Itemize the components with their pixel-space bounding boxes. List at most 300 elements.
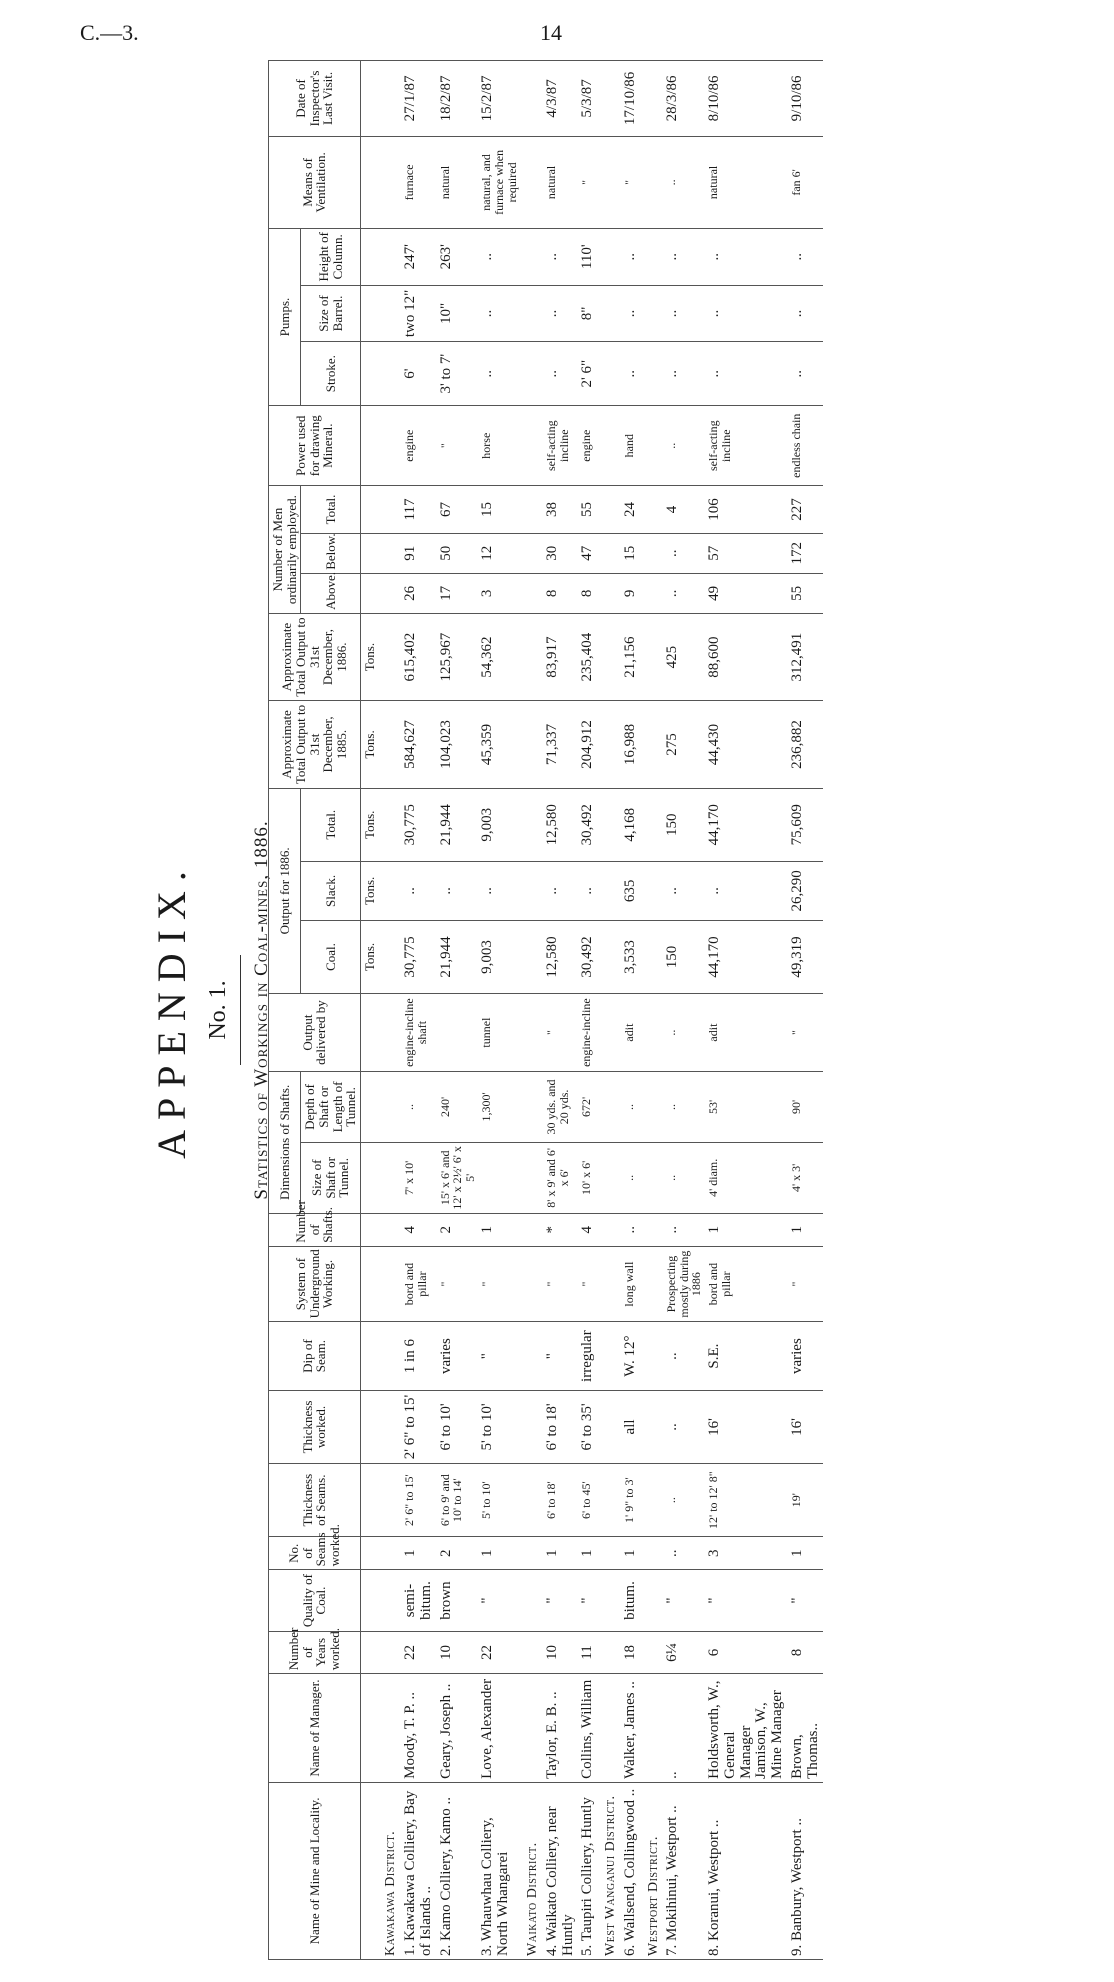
empty-cell [598,1142,621,1213]
cell-manager: Geary, Joseph .. [437,1674,479,1783]
cell-power: endless chain [788,406,824,486]
empty-cell [641,1322,664,1390]
empty-cell [520,486,543,533]
cell-seams: .. [663,1537,705,1570]
empty-cell [520,533,543,573]
cell-slack: .. [663,861,705,920]
cell-seams: 3 [705,1537,788,1570]
cell-power: self-acting incline [543,406,579,486]
cell-total: 150 [663,788,705,861]
empty-cell [378,1537,401,1570]
cell-men-total: 55 [578,486,598,533]
cell-delivered: adit [621,994,641,1072]
cell-stroke: 2' 6" [578,342,598,406]
cell-total: 44,170 [705,788,788,861]
cell-thick-worked: 6' to 18' [543,1390,579,1463]
empty-cell [598,920,621,993]
empty-cell [598,342,621,406]
cell-stroke: .. [705,342,788,406]
district-label: Waikato District. [520,1782,543,1959]
cell-system: " [578,1246,598,1322]
empty-cell [641,1390,664,1463]
cell-vent: fan 6' [788,136,824,228]
cell-delivered: engine-incline [578,994,598,1072]
table-row [663,61,705,1960]
empty-cell [520,1322,543,1390]
empty-cell [598,573,621,613]
district-label: Kawakawa District. [378,1782,401,1959]
cell-above: 17 [437,573,479,613]
cell-size: 4' x 3' [788,1142,824,1213]
col-pumps: Pumps. [269,228,301,405]
cell-system: bord and pillar [705,1246,788,1322]
cell-delivered: .. [663,994,705,1072]
empty-cell [598,994,621,1072]
cell-dip: " [478,1322,520,1390]
cell-seam-thick: 5' to 10' [478,1464,520,1537]
cell-thick-worked: 6' to 35' [578,1390,598,1463]
cell-vent: natural [543,136,579,228]
cell-vent: natural, and furnace when required [478,136,520,228]
cell-power: hand [621,406,641,486]
cell-dip: S.E. [705,1322,788,1390]
empty-cell [641,788,664,861]
empty-cell [378,1570,401,1631]
cell-above: 8 [543,573,579,613]
cell-seam-thick: 19' [788,1464,824,1537]
empty-cell [378,1246,401,1322]
cell-power: " [437,406,479,486]
cell-manager: Love, Alexander [478,1674,520,1783]
cell-out1885: 275 [663,701,705,788]
cell-seam-thick: 6' to 9' and 10' to 14' [437,1464,479,1537]
empty-cell [598,1246,621,1322]
cell-total: 12,580 [543,788,579,861]
cell-seam-thick: 2' 6" to 15' [401,1464,437,1537]
cell-dip: " [543,1322,579,1390]
empty-cell [598,1390,621,1463]
empty-cell [520,342,543,406]
cell-depth: .. [401,1072,437,1143]
cell-stroke: .. [788,342,824,406]
cell-seams: 1 [621,1537,641,1570]
cell-name: 6. Wallsend, Collingwood .. [621,1782,641,1959]
cell-height: .. [705,228,788,285]
cell-manager: Collins, William [578,1674,598,1783]
cell-above: 8 [578,573,598,613]
cell-years: 8 [788,1631,824,1674]
cell-above: .. [663,573,705,613]
cell-out1886: 235,404 [578,613,598,700]
cell-men-total: 106 [705,486,788,533]
empty-cell [641,342,664,406]
cell-years: 10 [543,1631,579,1674]
cell-years: 6 [705,1631,788,1674]
empty-cell [378,285,401,342]
col-ventilation: Means of Ventilation. [269,136,361,228]
empty-cell [378,61,401,137]
cell-out1886: 21,156 [621,613,641,700]
cell-thick-worked: 16' [705,1390,788,1463]
cell-years: 22 [401,1631,437,1674]
cell-below: 15 [621,533,641,573]
col-years: Number of Years worked. [269,1631,361,1674]
table-row [437,61,479,1960]
cell-above: 9 [621,573,641,613]
empty-cell [598,1213,621,1246]
cell-system: " [437,1246,479,1322]
cell-out1886: 615,402 [401,613,437,700]
col-shafts-no: Number of Shafts. [269,1213,361,1246]
page-number: 14 [540,20,562,45]
cell-above: 3 [478,573,520,613]
empty-cell [641,920,664,993]
empty-cell [641,1072,664,1143]
empty-cell [598,486,621,533]
cell-vent: " [578,136,598,228]
empty-cell [641,533,664,573]
statistics-table-wrapper [268,60,823,1960]
cell-seam-thick: 12' to 12' 8" [705,1464,788,1537]
cell-dip: 1 in 6 [401,1322,437,1390]
cell-visit: 18/2/87 [437,61,479,137]
cell-slack: .. [578,861,598,920]
cell-depth: 90' [788,1072,824,1143]
table-row [543,61,579,1960]
col-dimensions: Dimensions of Shafts. [269,1072,301,1214]
cell-vent: natural [437,136,479,228]
empty-cell [641,61,664,137]
cell-manager: Taylor, E. B. .. [543,1674,579,1783]
cell-thick-worked: 16' [788,1390,824,1463]
empty-cell [520,613,543,700]
empty-cell [641,613,664,700]
cell-out1885: 44,430 [705,701,788,788]
cell-seams: 1 [788,1537,824,1570]
cell-power: engine [578,406,598,486]
empty-cell [378,701,401,788]
col-stroke: Stroke. [301,342,361,406]
cell-men-total: 4 [663,486,705,533]
cell-out1885: 16,988 [621,701,641,788]
district-row [378,61,401,1960]
cell-name: 8. Koranui, Westport .. [705,1782,788,1959]
cell-power: .. [663,406,705,486]
cell-coal: 12,580 [543,920,579,993]
cell-thick-worked: 5' to 10' [478,1390,520,1463]
cell-size: 15' x 6' and 12' x 2½' 6' x 5' [437,1142,479,1213]
cell-manager: Walker, James .. [621,1674,641,1783]
cell-below: 91 [401,533,437,573]
cell-name: 3. Whauwhau Colliery, North Whangarei [478,1782,520,1959]
cell-above: 26 [401,573,437,613]
cell-manager: Holdsworth, W., General Manager Jamison, W., Mine Manager [705,1674,788,1783]
col-output-1886: Output for 1886. [269,788,301,993]
cell-barrel: .. [621,285,641,342]
col-barrel: Size of Barrel. [301,285,361,342]
empty-cell [598,533,621,573]
empty-cell [378,861,401,920]
cell-coal: 150 [663,920,705,993]
col-men-below: Below. [301,533,361,573]
table-row [478,61,520,1960]
col-coal: Coal. [301,920,361,993]
cell-height: 110' [578,228,598,285]
cell-shafts: 1 [705,1213,788,1246]
empty-cell [520,994,543,1072]
empty-cell [520,1631,543,1674]
cell-power: self-acting incline [705,406,788,486]
empty-cell [641,1570,664,1631]
cell-depth: .. [621,1072,641,1143]
empty-cell [520,285,543,342]
empty-cell [378,1631,401,1674]
cell-vent: .. [663,136,705,228]
cell-seams: 2 [437,1537,479,1570]
cell-depth: 53' [705,1072,788,1143]
unit-tons: Tons. [360,861,378,920]
empty-cell [520,61,543,137]
cell-years: 11 [578,1631,598,1674]
cell-below: 50 [437,533,479,573]
cell-out1885: 104,023 [437,701,479,788]
empty-cell [378,136,401,228]
empty-cell [598,61,621,137]
empty-cell [378,342,401,406]
cell-men-total: 24 [621,486,641,533]
cell-barrel: two 12" [401,285,437,342]
cell-thick-worked: 6' to 10' [437,1390,479,1463]
col-height: Height of Column. [301,228,361,285]
cell-out1885: 584,627 [401,701,437,788]
col-quality: Quality of Coal. [269,1570,361,1631]
empty-cell [598,1072,621,1143]
cell-size: 7' x 10' [401,1142,437,1213]
header-row-1 [269,61,301,1960]
cell-power: engine [401,406,437,486]
appendix-number: No. 1. [205,980,231,1040]
cell-below: 12 [478,533,520,573]
cell-delivered: engine-incline shaft [401,994,437,1072]
cell-barrel: 10" [437,285,479,342]
cell-quality: " [663,1570,705,1631]
cell-barrel: .. [663,285,705,342]
col-men-above: Above. [301,573,361,613]
cell-barrel: .. [543,285,579,342]
cell-system: " [478,1246,520,1322]
cell-name: 5. Taupiri Colliery, Huntly [578,1782,598,1959]
cell-men-total: 117 [401,486,437,533]
unit-tons: Tons. [360,701,378,788]
cell-delivered: adit [705,994,788,1072]
cell-thick-worked: all [621,1390,641,1463]
table-caption: Statistics of Workings in Coal-mines, 1886. [251,820,272,1200]
col-delivered-by: Output delivered by [269,994,361,1072]
empty-cell [378,1142,401,1213]
cell-stroke: .. [663,342,705,406]
cell-men-total: 67 [437,486,479,533]
cell-men-total: 38 [543,486,579,533]
cell-depth: 1,300' [478,1072,520,1143]
empty-cell [520,788,543,861]
col-manager: Name of Manager. [269,1674,361,1783]
col-name: Name of Mine and Locality. [269,1782,361,1959]
empty-cell [520,136,543,228]
cell-system: Prospecting mostly during 1886 [663,1246,705,1322]
col-power: Power used for drawing Mineral. [269,406,361,486]
cell-stroke: 6' [401,342,437,406]
cell-below: 57 [705,533,788,573]
table-row [401,61,437,1960]
cell-out1885: 236,882 [788,701,824,788]
appendix-title: APPENDIX. [149,861,194,1159]
cell-years: 18 [621,1631,641,1674]
rotated-page [140,60,1040,1960]
col-approx-1886: Approximate Total Output to 31st December, 1886. [269,613,361,700]
cell-coal: 30,492 [578,920,598,993]
units-row [360,61,378,1960]
cell-dip: varies [788,1322,824,1390]
cell-size [478,1142,520,1213]
empty-cell [641,1674,664,1783]
empty-cell [378,1322,401,1390]
empty-cell [520,406,543,486]
cell-visit: 4/3/87 [543,61,579,137]
col-system: System of Underground Working. [269,1246,361,1322]
empty-cell [598,1464,621,1537]
title-block [140,60,273,1960]
cell-quality: " [705,1570,788,1631]
empty-cell [598,788,621,861]
cell-seam-thick: .. [663,1464,705,1537]
cell-size: .. [663,1142,705,1213]
cell-vent: " [621,136,641,228]
empty-cell [378,573,401,613]
cell-seams: 1 [578,1537,598,1570]
empty-cell [378,486,401,533]
cell-out1885: 45,359 [478,701,520,788]
cell-total: 4,168 [621,788,641,861]
cell-shafts: 1 [478,1213,520,1246]
cell-out1886: 125,967 [437,613,479,700]
district-label: Westport District. [641,1782,664,1959]
cell-visit: 17/10/86 [621,61,641,137]
cell-quality: " [543,1570,579,1631]
empty-cell [378,613,401,700]
empty-cell [598,1322,621,1390]
cell-seams: 1 [478,1537,520,1570]
cell-depth: 672' [578,1072,598,1143]
empty-cell [598,1674,621,1783]
empty-cell [520,1537,543,1570]
empty-cell [520,228,543,285]
cell-seam-thick: 1' 9" to 3' [621,1464,641,1537]
empty-cell [598,136,621,228]
empty-cell [520,861,543,920]
cell-coal: 44,170 [705,920,788,993]
cell-size: 8' x 9' and 6' x 6' [543,1142,579,1213]
cell-quality: semi-bitum. [401,1570,437,1631]
cell-visit: 15/2/87 [478,61,520,137]
cell-shafts: .. [621,1213,641,1246]
cell-barrel: .. [788,285,824,342]
cell-shafts: 2 [437,1213,479,1246]
empty-cell [520,1464,543,1537]
cell-manager: Moody, T. P. .. [401,1674,437,1783]
cell-thick-worked: .. [663,1390,705,1463]
table-row [788,61,824,1960]
cell-seams: 1 [543,1537,579,1570]
cell-visit: 28/3/86 [663,61,705,137]
cell-system: " [788,1246,824,1322]
cell-barrel: 8" [578,285,598,342]
empty-cell [598,1570,621,1631]
empty-cell [520,1142,543,1213]
cell-below: 30 [543,533,579,573]
cell-out1886: 54,362 [478,613,520,700]
cell-above: 49 [705,573,788,613]
col-men: Number of Men ordinarily employed. [269,486,301,614]
cell-height: .. [788,228,824,285]
cell-quality: " [478,1570,520,1631]
empty-cell [378,228,401,285]
cell-out1886: 88,600 [705,613,788,700]
cell-height: .. [543,228,579,285]
cell-height: .. [478,228,520,285]
col-men-total: Total. [301,486,361,533]
cell-name: 7. Mokihinui, Westport .. [663,1782,705,1959]
cell-vent: natural [705,136,788,228]
cell-name: 9. Banbury, Westport .. [788,1782,824,1959]
empty-cell [520,1213,543,1246]
empty-cell [598,228,621,285]
col-thickness-worked: Thickness worked. [269,1390,361,1463]
cell-manager: .. [663,1674,705,1783]
empty-cell [598,406,621,486]
cell-dip: W. 12° [621,1322,641,1390]
cell-below: 172 [788,533,824,573]
empty-cell [641,1631,664,1674]
cell-coal: 21,944 [437,920,479,993]
empty-cell [598,1537,621,1570]
cell-power: horse [478,406,520,486]
cell-visit: 8/10/86 [705,61,788,137]
cell-shafts: * [543,1213,579,1246]
empty-cell [520,1072,543,1143]
cell-shafts: 4 [401,1213,437,1246]
cell-size: 4' diam. [705,1142,788,1213]
empty-cell [520,1246,543,1322]
empty-cell [641,1213,664,1246]
empty-cell [598,613,621,700]
cell-out1886: 425 [663,613,705,700]
cell-depth: 240' [437,1072,479,1143]
empty-cell [520,1390,543,1463]
cell-out1886: 312,491 [788,613,824,700]
col-output-total: Total. [301,788,361,861]
cell-height: .. [621,228,641,285]
empty-cell [641,1142,664,1213]
empty-cell [641,285,664,342]
cell-system: long wall [621,1246,641,1322]
cell-slack: 26,290 [788,861,824,920]
empty-cell [598,861,621,920]
empty-cell [641,701,664,788]
cell-shafts: 1 [788,1213,824,1246]
cell-quality: " [788,1570,824,1631]
cell-visit: 9/10/86 [788,61,824,137]
cell-stroke: 3' to 7' [437,342,479,406]
